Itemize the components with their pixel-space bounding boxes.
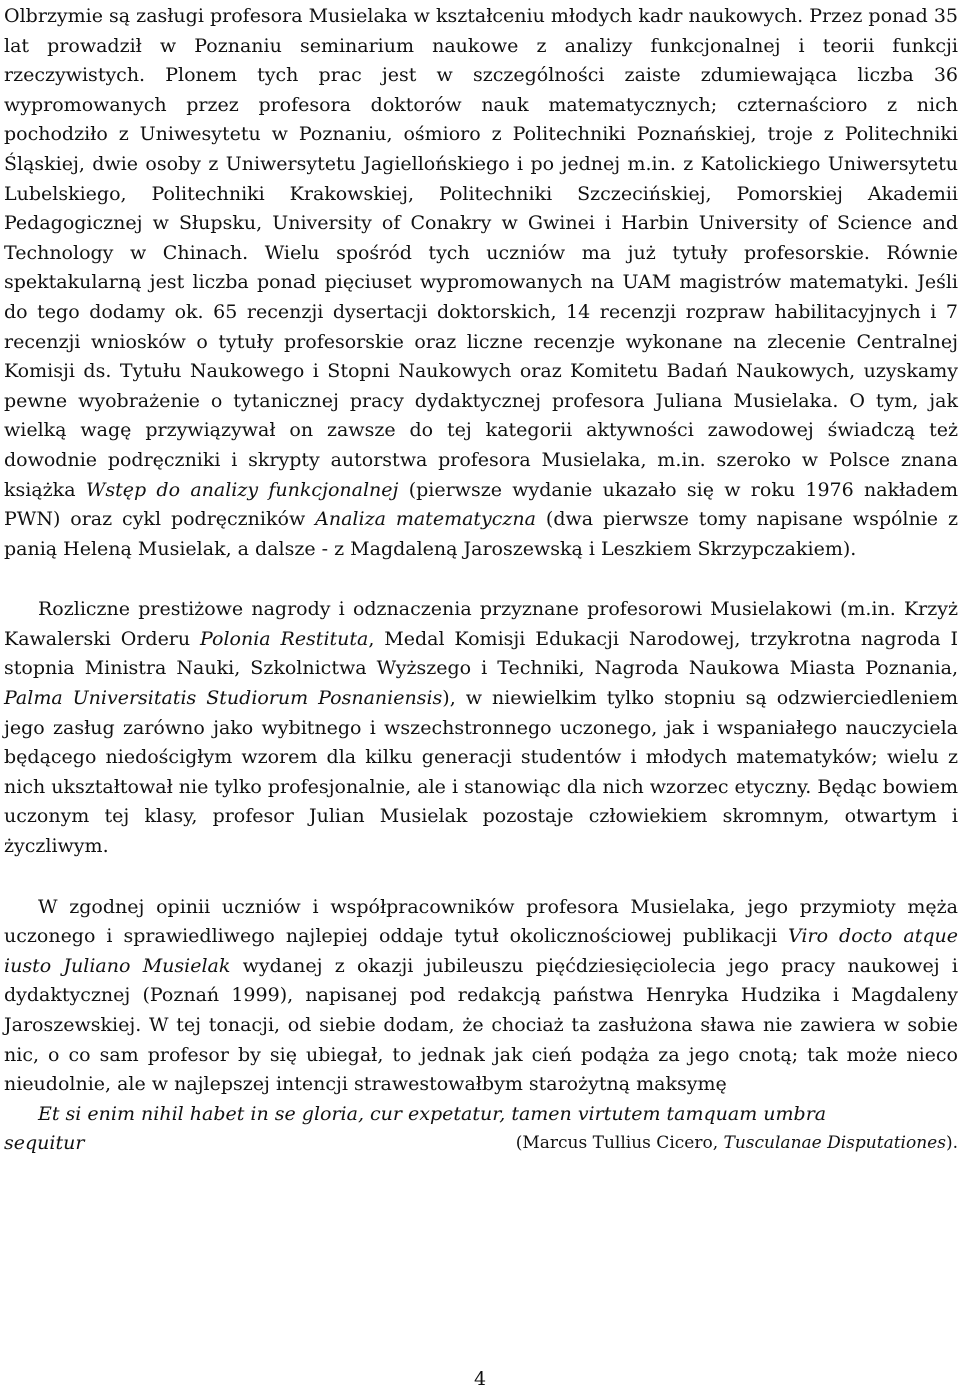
publication-title: Viro docto atque iusto Juliano Musielak (4, 925, 958, 977)
text-run: , Medal Komisji Edukacji Narodowej, trzykrotna nagroda I stopnia Ministra Nauki, Szkolnictwa Wyższego i Techniki, Nagroda Naukowa Miasta Poznania, (4, 627, 958, 680)
paragraph-opinion (4, 893, 958, 1100)
quote-text: Et si enim nihil habet in se gloria, cur expetatur, tamen virtutem tamquam umbra (38, 1102, 827, 1125)
text-run: (dwa pierwsze tomy napisane wspólnie z panią Heleną Musielak, a dalsze - z Magdaleną Jaroszewską i Leszkiem Skrzypczakiem). (4, 508, 958, 560)
book-title: Analiza matematyczna (315, 508, 536, 531)
text-run: wydanej z okazji jubileuszu pięćdziesięciolecia jego pracy naukowej i dydaktycznej (Poznań 1999), napisanej pod redakcją państwa Henryka Hudzika i Magdaleny Jaroszewskiej. W tej tonacji, od siebie dodam, że chociaż ta zasłużona sława nie zawiera w sobie nic, o co sam profesor by się ubiegał, to jednak jak cień podąża za jego cnotą; tak może nieco nieudolnie, ale w najlepszej intencji strawestowałbym starożytną maksymę (4, 954, 958, 1096)
award-name: Polonia Restituta (200, 627, 369, 650)
quote-attribution: (Marcus Tullius Cicero, Tusculanae Disputationes). (515, 1133, 958, 1154)
book-title: Wstęp do analizy funkcjonalnej (85, 478, 399, 501)
text-run: ), w niewielkim tylko stopniu są odzwierciedleniem jego zasług zarówno jako wybitnego i wszechstronnego uczonego, jak i wspaniałego nauczyciela będącego niedościgłym wzorem dla kilku generacji studentów i młodych matematyków; wielu z nich ukształtował nie tylko profesjonalnie, ale i stanowiąc dla nich wzorzec etyczny. Będąc bowiem uczonym tej klasy, profesor Julian Musielak pozostaje człowiekiem skromnym, otwartym i życzliwym. (4, 687, 959, 858)
award-name: Palma Universitatis Studiorum Posnaniensis (4, 687, 443, 710)
paragraph-awards (4, 595, 958, 861)
work-title: Tusculanae Disputationes (723, 1133, 946, 1154)
quote-last-line (4, 1129, 958, 1159)
page-number: 4 (473, 1368, 487, 1390)
paragraph-students (4, 2, 958, 564)
text-run: Olbrzymie są zasługi profesora Musielaka w kształceniu młodych kadr naukowych. Przez ponad 35 lat prowadził w Poznaniu seminarium naukowe z analizy funkcjonalnej i teorii funkcji rzeczywistych. Plonem tych prac jest w szczególności zaiste zdumiewająca liczba 36 wypromowanych przez profesora doktorów nauk matematycznych; czternaścioro z nich pochodziło z Uniwesytetu w Poznaniu, ośmioro z Politechniki Poznańskiej, troje z Politechniki Śląskiej, dwie osoby z Uniwersytetu Jagiellońskiego i po jednej m.in. z Katolickiego Uniwersytetu Lubelskiego, Politechniki Krakowskiej, Politechniki Szczecińskiej, Pomorskiej Akademii Pedagogicznej w Słupsku, University of Conakry w Gwinei i Harbin University of Science and Technology w Chinach. Wielu spośród tych uczniów ma już tytuły profesorskie. Równie spektakularną jest liczba ponad pięciuset wypromowanych na UAM magistrów matematyki. Jeśli do tego dodamy ok. 65 recenzji dysertacji doktorskich, 14 recenzji rozpraw habilitacyjnych i 7 recenzji wniosków o tytuły profesorskie oraz liczne recenzje wykonane na zlecenie Centralnej Komisji ds. Tytułu Naukowego i Stopni Naukowych oraz Komitetu Badań Naukowych, uzyskamy pewne wyobrażenie o tytanicznej pracy dydaktycznej profesora Juliana Musielaka. O tym, jak wielką wagę przywiązywał on zawsze do tej kategorii aktywności zawodowej świadczą też dowodnie podręczniki i skrypty autorstwa profesora Musielaka, m.in. szeroko w Polsce znana książka (4, 5, 958, 501)
text-run: W zgodnej opinii uczniów i współpracowników profesora Musielaka, jego przymioty męża uczonego i sprawiedliwego najlepiej oddaje tytuł okolicznościowej publikacji (4, 895, 958, 948)
latin-quote (4, 1100, 958, 1159)
text-run: Rozliczne prestiżowe nagrody i odznaczenia przyznane profesorowi Musielakowi (m.in. Krzyż Kawalerski Orderu (4, 598, 958, 650)
text-run: (pierwsze wydanie ukazało się w roku 1976 nakładem PWN) oraz cykl podręczników (4, 478, 958, 531)
quote-text-end: sequitur (4, 1132, 85, 1155)
document-page (4, 2, 958, 1159)
